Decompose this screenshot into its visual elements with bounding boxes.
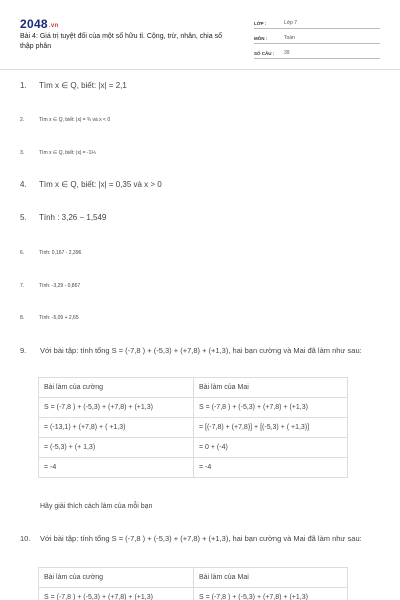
table-cell: = [(-7,8) + (+7,8)] + [(-5,3) + ( +1,3)] <box>194 418 348 438</box>
table-row <box>39 398 348 418</box>
question-number: 3. <box>20 150 25 156</box>
question-text: Tính: -3,29 - 0,867 <box>39 283 81 289</box>
table-cell: S = (-7,8 ) + (-5,3) + (+7,8) + (+1,3) <box>194 398 348 418</box>
question-4 <box>20 180 162 190</box>
question-number: 10. <box>20 534 31 543</box>
table-cell: = -4 <box>39 458 194 478</box>
meta-row-count <box>254 44 380 59</box>
question-text: Với bài tập: tính tổng S = (-7,8 ) + (-5,3) + (+7,8) + (+1,3), hai bạn cường và Mai đã làm như sau: <box>40 346 362 355</box>
question-text: Tính : 3,26 − 1,549 <box>39 213 107 222</box>
table-row <box>39 438 348 458</box>
question-number: 8. <box>20 315 25 321</box>
worksheet-header <box>0 0 400 70</box>
question-8 <box>20 313 79 323</box>
question-6 <box>20 248 81 258</box>
table-header-cuong: Bài làm của cường <box>39 568 194 588</box>
question-2 <box>20 115 110 125</box>
table-header-row <box>39 568 348 588</box>
question-number: 5. <box>20 213 27 222</box>
question-number: 4. <box>20 180 27 189</box>
table-row <box>39 418 348 438</box>
lesson-title: Bài 4: Giá trị tuyệt đối của một số hữu tỉ. Cộng, trừ, nhân, chia số thập phân <box>20 33 222 50</box>
question-10 <box>20 533 382 544</box>
table-header-mai: Bài làm của Mai <box>194 378 348 398</box>
meta-info <box>254 14 380 59</box>
question-3 <box>20 148 96 158</box>
question-number: 6. <box>20 250 25 256</box>
meta-row-subject <box>254 29 380 44</box>
question-5 <box>20 213 106 223</box>
solution-table-q9 <box>38 377 348 478</box>
question-text: Tìm x ∈ Q, biết: |x| = 0,35 và x > 0 <box>39 180 162 189</box>
table-header-row <box>39 378 348 398</box>
table-cell: = (-5,3) + (+ 1,3) <box>39 438 194 458</box>
meta-key: MÔN : <box>254 36 268 41</box>
table-cell: = 0 + (-4) <box>194 438 348 458</box>
table-cell: S = (-7,8 ) + (-5,3) + (+7,8) + (+1,3) <box>39 588 194 600</box>
question-7 <box>20 281 80 291</box>
question-text: Tính: 0,167 - 2,396 <box>39 250 82 256</box>
question-9 <box>20 345 382 356</box>
meta-value: 39 <box>284 50 290 56</box>
meta-row-grade <box>254 14 380 29</box>
question-text: Tìm x ∈ Q, biết: |x| = -1⅖ <box>39 150 97 156</box>
table-cell: S = (-7,8 ) + (-5,3) + (+7,8) + (+1,3) <box>39 398 194 418</box>
table-cell: = (-13,1) + (+7,8) + ( +1,3) <box>39 418 194 438</box>
meta-key: LỚP : <box>254 21 267 26</box>
question-text: Với bài tập: tính tổng S = (-7,8 ) + (-5,3) + (+7,8) + (+1,3), hai bạn cường và Mai đã làm như sau: <box>40 534 362 543</box>
question-text: Tính: -5,09 + 2,65 <box>39 315 79 321</box>
table-row <box>39 458 348 478</box>
meta-value: Toán <box>284 35 295 41</box>
table-cell: S = (-7,8 ) + (-5,3) + (+7,8) + (+1,3) <box>194 588 348 600</box>
question-number: 9. <box>20 346 27 355</box>
table-row <box>39 588 348 600</box>
question-text: Tìm x ∈ Q, biết: |x| = ¾ và x < 0 <box>39 117 111 123</box>
meta-value: Lớp 7 <box>284 20 298 26</box>
meta-key: SỐ CÂU : <box>254 51 275 56</box>
question-1 <box>20 81 127 91</box>
site-logo[interactable]: 2048.vn <box>20 17 59 31</box>
question-number: 2. <box>20 117 25 123</box>
table-header-cuong: Bài làm của cường <box>39 378 194 398</box>
question-number: 1. <box>20 81 27 90</box>
solution-table-q10 <box>38 567 348 600</box>
question-text: Tìm x ∈ Q, biết: |x| = 2,1 <box>39 81 127 90</box>
table-header-mai: Bài làm của Mai <box>194 568 348 588</box>
table-cell: = -4 <box>194 458 348 478</box>
question-9-note: Hãy giải thích cách làm của mỗi bạn <box>40 503 153 510</box>
question-number: 7. <box>20 283 25 289</box>
